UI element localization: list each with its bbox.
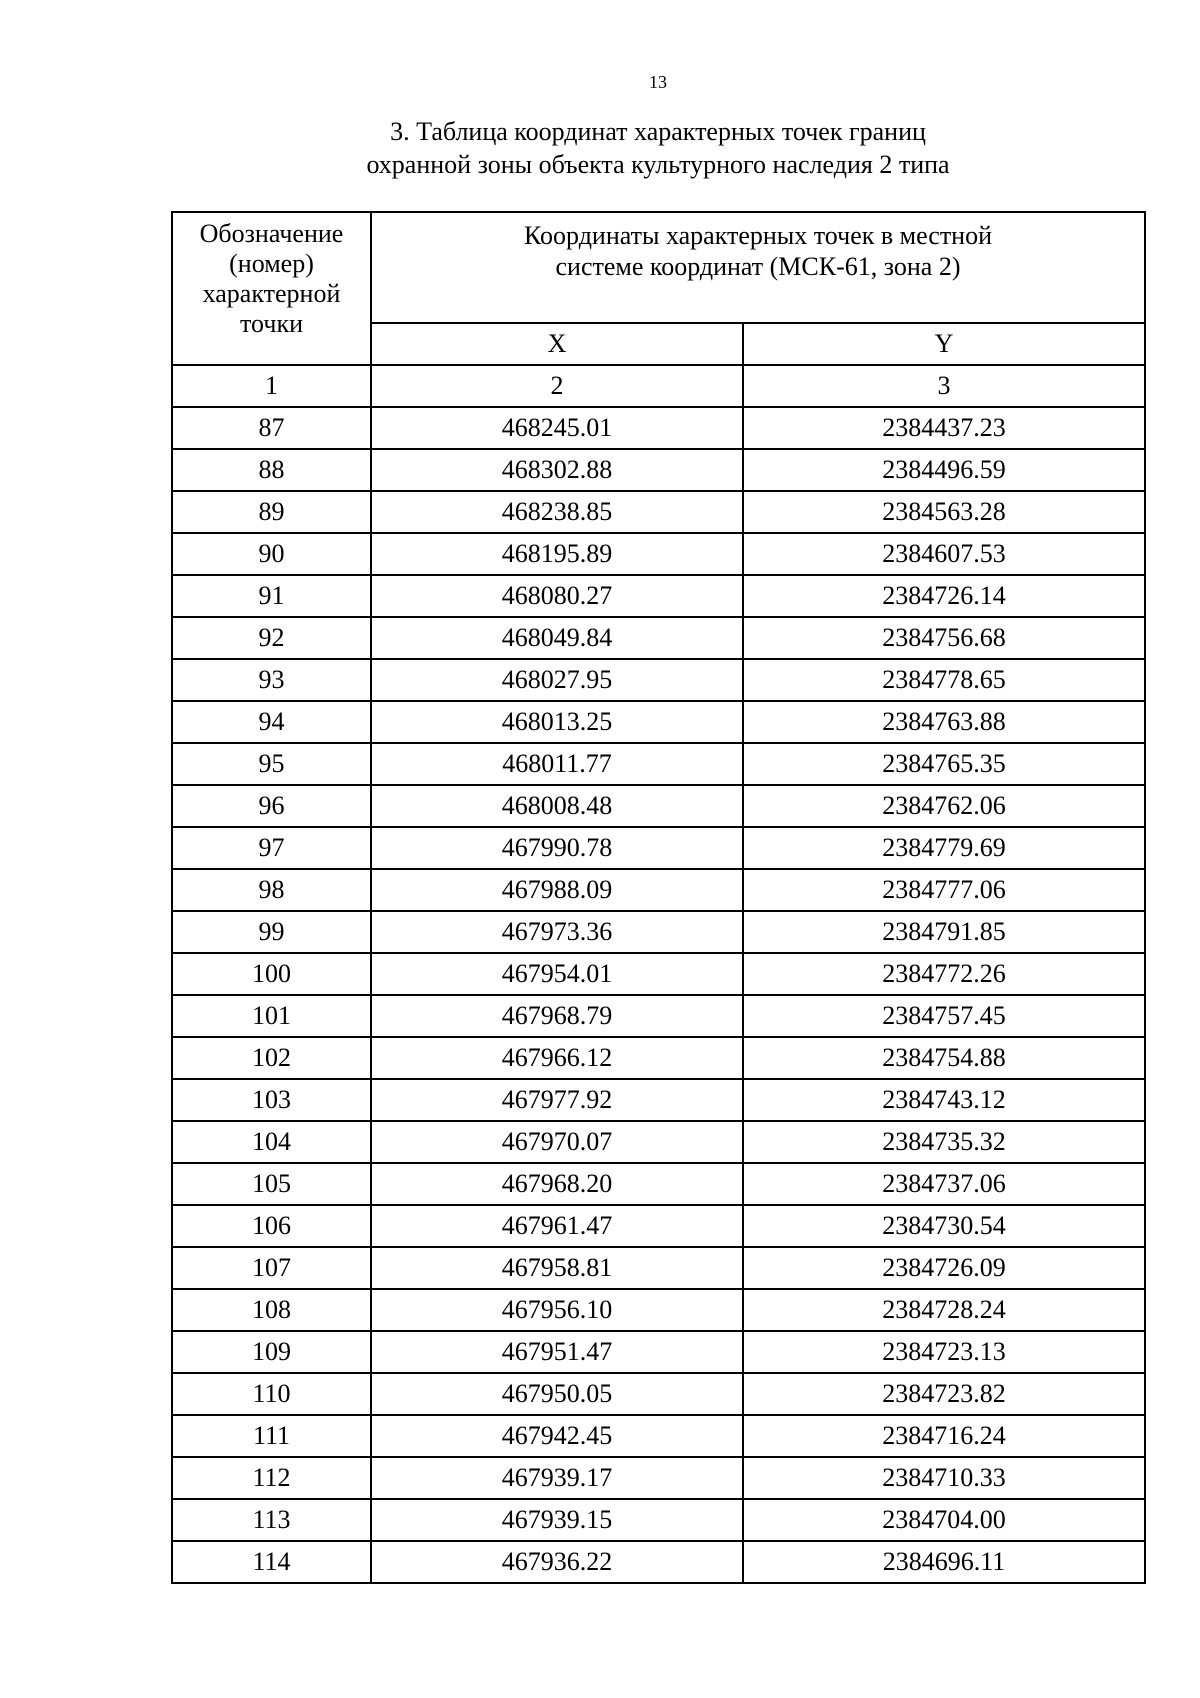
point-number-cell: 100 xyxy=(172,953,371,995)
y-coordinate-cell: 2384779.69 xyxy=(743,827,1145,869)
y-coordinate-cell: 2384723.13 xyxy=(743,1331,1145,1373)
y-coordinate-cell: 2384757.45 xyxy=(743,995,1145,1037)
column-number-2: 2 xyxy=(371,365,743,407)
x-coordinate-cell: 468011.77 xyxy=(371,743,743,785)
x-coordinate-cell: 467942.45 xyxy=(371,1415,743,1457)
y-coordinate-cell: 2384735.32 xyxy=(743,1121,1145,1163)
x-coordinate-cell: 467968.79 xyxy=(371,995,743,1037)
point-number-cell: 109 xyxy=(172,1331,371,1373)
x-coordinate-cell: 467939.17 xyxy=(371,1457,743,1499)
y-coordinate-cell: 2384704.00 xyxy=(743,1499,1145,1541)
table-row xyxy=(172,869,1145,911)
table-row xyxy=(172,1541,1145,1583)
table-row xyxy=(172,1079,1145,1121)
y-coordinate-cell: 2384728.24 xyxy=(743,1289,1145,1331)
x-coordinate-cell: 467977.92 xyxy=(371,1079,743,1121)
y-coordinate-cell: 2384696.11 xyxy=(743,1541,1145,1583)
point-number-cell: 91 xyxy=(172,575,371,617)
y-coordinate-cell: 2384763.88 xyxy=(743,701,1145,743)
point-number-cell: 112 xyxy=(172,1457,371,1499)
x-coordinate-cell: 467961.47 xyxy=(371,1205,743,1247)
x-coordinate-cell: 467958.81 xyxy=(371,1247,743,1289)
point-number-cell: 92 xyxy=(172,617,371,659)
header-designation-line: характерной xyxy=(202,279,341,308)
header-coordinates-line: системе координат (МСК-61, зона 2) xyxy=(555,252,961,281)
table-title xyxy=(0,115,1200,181)
y-coordinate-cell: 2384563.28 xyxy=(743,491,1145,533)
point-number-cell: 89 xyxy=(172,491,371,533)
table-row xyxy=(172,491,1145,533)
table-row xyxy=(172,1415,1145,1457)
y-coordinate-cell: 2384437.23 xyxy=(743,407,1145,449)
y-coordinate-cell: 2384772.26 xyxy=(743,953,1145,995)
table-row xyxy=(172,1457,1145,1499)
y-coordinate-cell: 2384737.06 xyxy=(743,1163,1145,1205)
header-designation-line: (номер) xyxy=(229,249,314,278)
table-row xyxy=(172,953,1145,995)
point-number-cell: 90 xyxy=(172,533,371,575)
table-row xyxy=(172,1163,1145,1205)
table-row xyxy=(172,533,1145,575)
x-coordinate-cell: 467936.22 xyxy=(371,1541,743,1583)
point-number-cell: 101 xyxy=(172,995,371,1037)
point-number-cell: 106 xyxy=(172,1205,371,1247)
x-coordinate-cell: 468080.27 xyxy=(371,575,743,617)
x-coordinate-cell: 467956.10 xyxy=(371,1289,743,1331)
column-number-3: 3 xyxy=(743,365,1145,407)
y-coordinate-cell: 2384716.24 xyxy=(743,1415,1145,1457)
y-coordinate-cell: 2384730.54 xyxy=(743,1205,1145,1247)
header-designation-line: Обозначение xyxy=(199,219,344,248)
point-number-cell: 104 xyxy=(172,1121,371,1163)
header-coordinates xyxy=(371,212,1145,323)
x-coordinate-cell: 468245.01 xyxy=(371,407,743,449)
x-coordinate-cell: 468013.25 xyxy=(371,701,743,743)
x-coordinate-cell: 467950.05 xyxy=(371,1373,743,1415)
point-number-cell: 108 xyxy=(172,1289,371,1331)
point-number-cell: 107 xyxy=(172,1247,371,1289)
point-number-cell: 87 xyxy=(172,407,371,449)
header-point-designation xyxy=(172,212,371,365)
table-row xyxy=(172,1205,1145,1247)
table-row xyxy=(172,1499,1145,1541)
point-number-cell: 113 xyxy=(172,1499,371,1541)
x-coordinate-cell: 467968.20 xyxy=(371,1163,743,1205)
point-number-cell: 95 xyxy=(172,743,371,785)
y-coordinate-cell: 2384762.06 xyxy=(743,785,1145,827)
y-coordinate-cell: 2384754.88 xyxy=(743,1037,1145,1079)
coordinates-table xyxy=(171,211,1146,1584)
x-coordinate-cell: 467954.01 xyxy=(371,953,743,995)
table-row xyxy=(172,995,1145,1037)
y-coordinate-cell: 2384710.33 xyxy=(743,1457,1145,1499)
table-title-line-2: охранной зоны объекта культурного наследия 2 типа xyxy=(366,150,950,179)
point-number-cell: 88 xyxy=(172,449,371,491)
x-coordinate-cell: 468008.48 xyxy=(371,785,743,827)
y-coordinate-cell: 2384496.59 xyxy=(743,449,1145,491)
x-coordinate-cell: 468238.85 xyxy=(371,491,743,533)
point-number-cell: 99 xyxy=(172,911,371,953)
header-designation-line: точки xyxy=(240,309,303,338)
table-row xyxy=(172,1037,1145,1079)
y-coordinate-cell: 2384726.09 xyxy=(743,1247,1145,1289)
x-coordinate-cell: 468195.89 xyxy=(371,533,743,575)
point-number-cell: 102 xyxy=(172,1037,371,1079)
table-row xyxy=(172,1331,1145,1373)
x-coordinate-cell: 467951.47 xyxy=(371,1331,743,1373)
table-row xyxy=(172,785,1145,827)
point-number-cell: 98 xyxy=(172,869,371,911)
x-coordinate-cell: 467973.36 xyxy=(371,911,743,953)
table-row xyxy=(172,1289,1145,1331)
y-coordinate-cell: 2384756.68 xyxy=(743,617,1145,659)
table-row xyxy=(172,659,1145,701)
point-number-cell: 105 xyxy=(172,1163,371,1205)
point-number-cell: 111 xyxy=(172,1415,371,1457)
table-row xyxy=(172,1247,1145,1289)
point-number-cell: 110 xyxy=(172,1373,371,1415)
table-title-line-1: 3. Таблица координат характерных точек границ xyxy=(390,117,926,146)
table-row xyxy=(172,449,1145,491)
y-coordinate-cell: 2384777.06 xyxy=(743,869,1145,911)
point-number-cell: 97 xyxy=(172,827,371,869)
point-number-cell: 103 xyxy=(172,1079,371,1121)
x-coordinate-cell: 468049.84 xyxy=(371,617,743,659)
header-coordinates-line: Координаты характерных точек в местной xyxy=(524,221,993,250)
point-number-cell: 96 xyxy=(172,785,371,827)
x-coordinate-cell: 467988.09 xyxy=(371,869,743,911)
point-number-cell: 114 xyxy=(172,1541,371,1583)
x-coordinate-cell: 468302.88 xyxy=(371,449,743,491)
y-coordinate-cell: 2384765.35 xyxy=(743,743,1145,785)
table-body xyxy=(172,407,1145,1583)
table-row xyxy=(172,911,1145,953)
y-coordinate-cell: 2384726.14 xyxy=(743,575,1145,617)
y-coordinate-cell: 2384791.85 xyxy=(743,911,1145,953)
table-row xyxy=(172,1121,1145,1163)
x-coordinate-cell: 467966.12 xyxy=(371,1037,743,1079)
y-coordinate-cell: 2384778.65 xyxy=(743,659,1145,701)
x-coordinate-cell: 467939.15 xyxy=(371,1499,743,1541)
x-coordinate-cell: 468027.95 xyxy=(371,659,743,701)
point-number-cell: 94 xyxy=(172,701,371,743)
x-coordinate-cell: 467990.78 xyxy=(371,827,743,869)
table-row xyxy=(172,827,1145,869)
y-coordinate-cell: 2384743.12 xyxy=(743,1079,1145,1121)
table-row xyxy=(172,617,1145,659)
table-row xyxy=(172,743,1145,785)
y-coordinate-cell: 2384607.53 xyxy=(743,533,1145,575)
header-y: Y xyxy=(743,323,1145,365)
column-number-1: 1 xyxy=(172,365,371,407)
table-row xyxy=(172,575,1145,617)
header-x: X xyxy=(371,323,743,365)
y-coordinate-cell: 2384723.82 xyxy=(743,1373,1145,1415)
x-coordinate-cell: 467970.07 xyxy=(371,1121,743,1163)
table-row xyxy=(172,1373,1145,1415)
point-number-cell: 93 xyxy=(172,659,371,701)
table-row xyxy=(172,407,1145,449)
page-number: 13 xyxy=(649,72,667,92)
table-row xyxy=(172,701,1145,743)
